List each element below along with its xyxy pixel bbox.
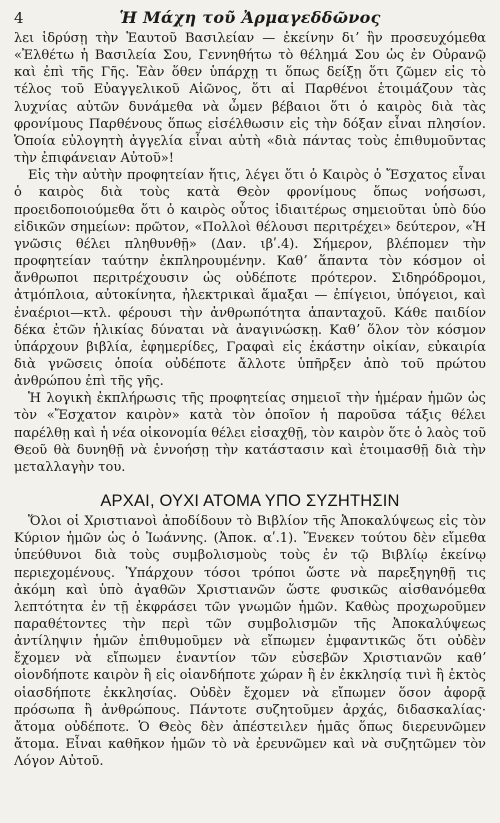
body-paragraph: Εἰς τὴν αὐτὴν προφητείαν ἥτις, λέγει ὅτι ὁ Καιρὸς ὁ Ἔσχατος εἶναι ὁ καιρὸς διὰ τοὺς κατὰ Θεὸν φρονίμους ὅπως νοήσωσι, προειδοποιούμεθα ὅτι ὁ καιρὸς οὗτος ἰδιαιτέρως σημειοῦται ὑπὸ δύο εἰδικῶν σημείων: πρῶτον, «Πολλοὶ θέλουσι περιτρέχει» δεύτερον, «Ἡ γνῶσις θέλει πληθυνθῇ» (Δαν. ιβʹ.4). Σήμερον, βλέπομεν τὴν προφητείαν ταύτην ἐκπληρουμένην. Καθʼ ἅπαντα τὸν κόσμον οἱ ἄνθρωποι περιτρέχουσιν ὡς οὐδέποτε πρότερον. Σιδηρόδρομοι, ἀτμόπλοια, αὐτοκίνητα, ἠλεκτρικαὶ ἅμαξαι — ἐπίγειοι, ὑπόγειοι, καὶ ἐναέριοι—κτλ. φέρουσι τὴν ἀνθρωπότητα ἁπανταχοῦ. Κάθε παιδίον δέκα ἐτῶν ἡλικίας δύναται νὰ ἀναγινώσκῃ. Καθʼ ὅλον τὸν κόσμον ὑπάρχουν βιβλία, ἐφημερίδες, Γραφαὶ εἰς ἑκάστην οἰκίαν, εὐκαιρία διὰ γνῶσεις ὁποία οὐδέποτε ἄλλοτε ὑπῆρξεν ἀπὸ τοῦ πρώτου ἀνθρώπου ἐπὶ τῆς γῆς. xyxy=(14,168,486,390)
running-head xyxy=(14,6,486,30)
page-number: 4 xyxy=(14,9,24,27)
running-title: Ἡ Μάχη τοῦ Ἀρμαγεδδῶνος xyxy=(119,8,381,27)
section-paragraph: Ὅλοι οἱ Χριστιανοὶ ἀποδίδουν τὸ Βιβλίον τῆς Ἀποκαλύψεως εἰς τὸν Κύριον ἡμῶν ὡς ὁ Ἰωάννης. (Ἀποκ. αʹ.1). Ἕνεκεν τούτου δὲν εἴμεθα ὑπεύθυνοι διὰ τοὺς συμβολισμοὺς τοὺς ἐν τῷ Βιβλίῳ ἐκείνῳ περιεχομένους. Ὑπάρχουν τόσοι τρόποι ὥστε νὰ παρεξηγηθῇ τις ἀκόμη καὶ ὑπὸ ἀγαθῶν Χριστιανῶν ὥστε φυσικῶς αἰσθανόμεθα λεπτότητα ἐν τῇ ἐκφράσει τῶν γνωμῶν ἡμῶν. Καθὼς προχωροῦμεν παραθέτοντες τὴν περὶ τῶν συμβολισμῶν τῆς Ἀποκαλύψεως ἀντίληψιν ἡμῶν ἐπιθυμοῦμεν νὰ εἴπωμεν ἐμφαντικῶς ὅτι οὐδὲν ἔχομεν νὰ εἴπωμεν ἐναντίον τῶν εὐσεβῶν Χριστιανῶν καθʼ οἱονδήποτε καιρὸν ἢ εἰς οἱανδήποτε χώραν ἢ ἐν ἐκκλησίᾳ τινὶ ἢ ἐκτὸς οἱασδήποτε ἐκκλησίας. Οὐδὲν ἔχομεν νὰ εἴπωμεν ὅσον ἀφορᾷ πρόσωπα ἢ ἀνθρώπους. Πάντοτε συζητοῦμεν ἀρχάς, διδασκαλίας· ἄτομα οὐδέποτε. Ὁ Θεὸς δὲν ἀπέστειλεν ἡμᾶς ὅπως διερευνῶμεν ἄτομα. Εἶναι καθῆκον ἡμῶν τὸ νὰ ἐρευνῶμεν καὶ νὰ συζητῶμεν τὸν Λόγον Αὐτοῦ. xyxy=(14,514,486,770)
body-paragraph: Ἡ λογικὴ ἐκπλήρωσις τῆς προφητείας σημειοῖ τὴν ἡμέραν ἡμῶν ὡς τὸν «Ἔσχατον καιρὸν» κατὰ τὸν ὁποῖον ἡ παροῦσα τάξις θέλει παρέλθῃ καὶ ἡ νέα οἰκονομία θέλει εἰσαχθῇ, τὸν καιρὸν ὅτε ὁ λαὸς τοῦ Θεοῦ θὰ δυνηθῇ νὰ ἐννοήσῃ τὴν κατάστασιν καὶ ἑτοιμασθῇ διὰ τὴν μεταλλαγὴν του. xyxy=(14,391,486,475)
section-heading: ΑΡΧΑΙ, ΟΥΧΙ ΑΤΟΜΑ ΥΠΟ ΣΥΖΗΤΗΣΙΝ xyxy=(100,492,400,511)
body-paragraph: λει ἱδρύσῃ τὴν Ἑαυτοῦ Βασιλείαν — ἐκείνην διʼ ἣν προσευχόμεθα «Ἐλθέτω ἡ Βασιλεία Σου, Γεννηθήτω τὸ θέλημά Σου ὡς ἐν Οὐρανῷ καὶ ἐπὶ τῆς Γῆς. Ἐὰν ὅθεν ὑπάρχῃ τι ὅπως δείξῃ ὅτι ζῶμεν εἰς τὸ τέλος τοῦ Εὐαγγελικοῦ Αἰῶνος, ὅτι αἱ Παρθένοι ἑτοιμάζουν τὰς λυχνίας αὐτῶν δυνάμεθα νὰ ὦμεν βέβαιοι ὅτι ὁ καιρὸς διὰ τὰς φρονίμους Παρθένους ὅπως εἰσέλθωσιν εἰς τὴν δόξαν εἶναι πλησίον. Ὁποία εὐλογητὴ ἀγγελία εἶναι αὐτὴ «διὰ πάντας τοὺς ἐπιθυμοῦντας τὴν ἐπιφάνειαν Αὐτοῦ»! xyxy=(14,31,486,167)
